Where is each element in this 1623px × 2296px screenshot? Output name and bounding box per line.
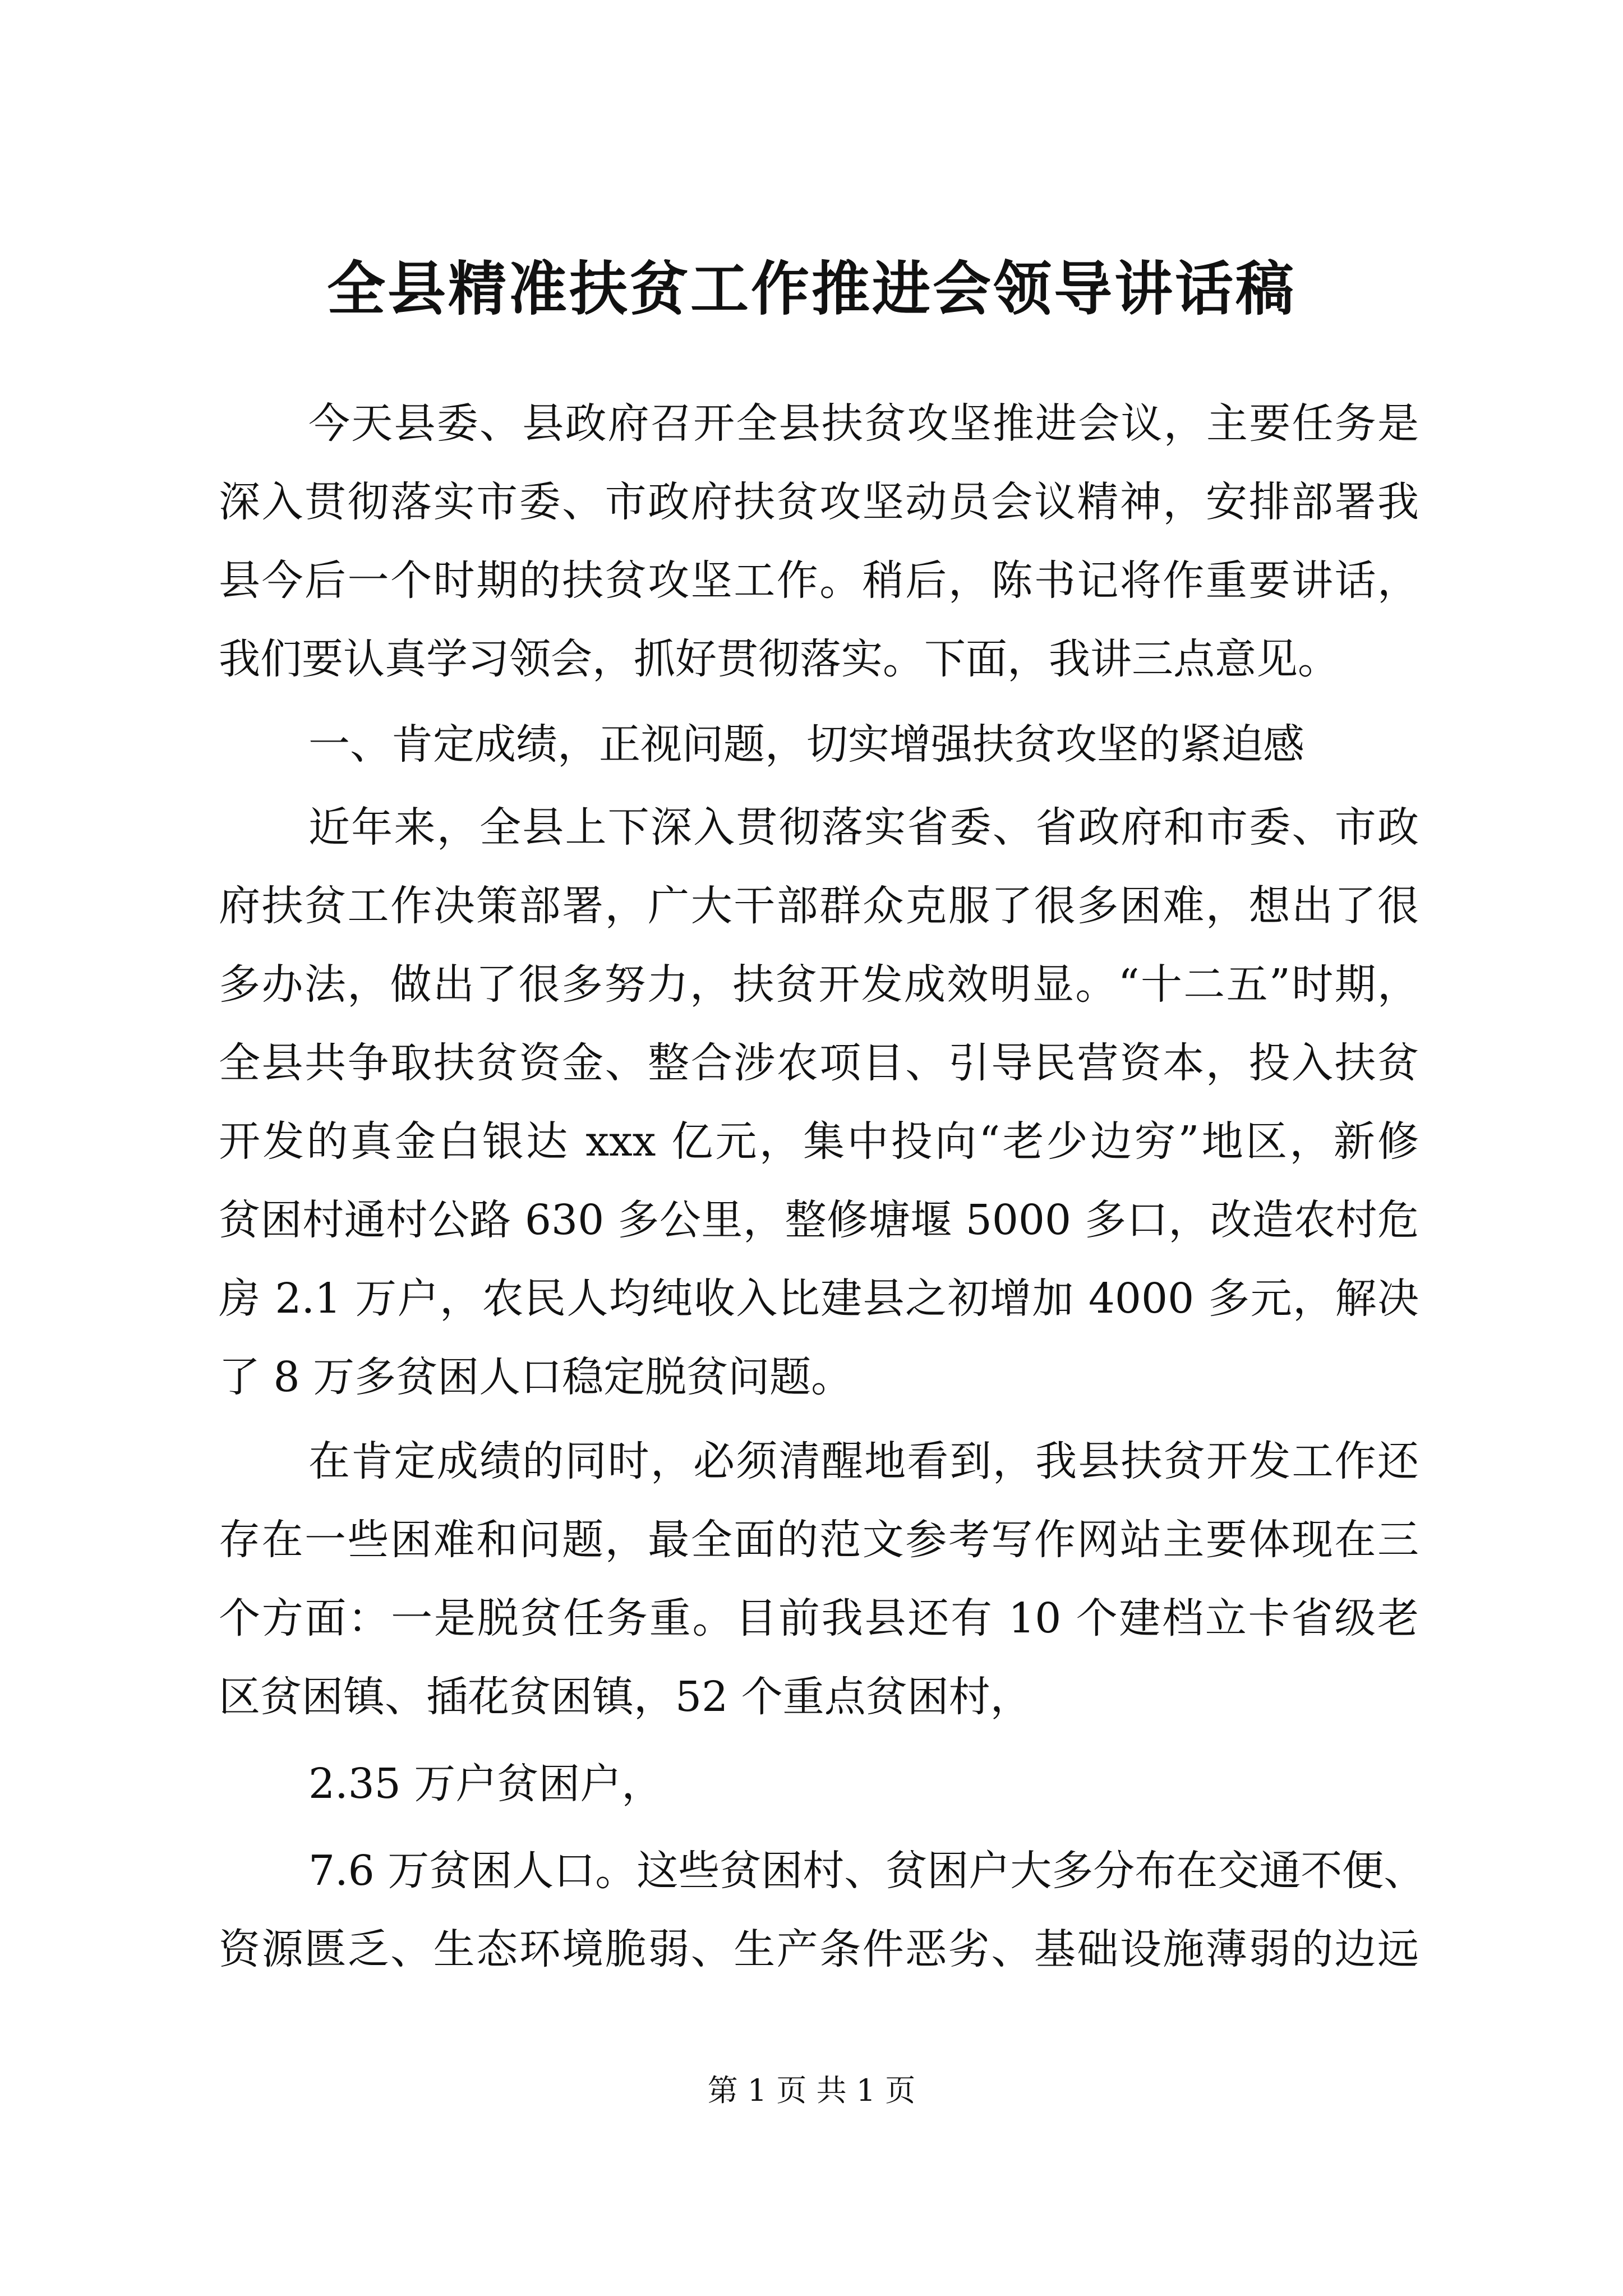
body-line: 在肯定成绩的同时，必须清醒地看到，我县扶贫开发工作还: [308, 1437, 1419, 1485]
body-line: 我们要认真学习领会，抓好贯彻落实。下面，我讲三点意见。: [219, 635, 1339, 683]
body-line: 7.6 万贫困人口。这些贫困村、贫困户大多分布在交通不便、: [308, 1847, 1426, 1895]
body-line: 近年来，全县上下深入贯彻落实省委、省政府和市委、市政: [308, 803, 1419, 852]
body-line: 深入贯彻落实市委、市政府扶贫攻坚动员会议精神，安排部署我: [219, 478, 1419, 526]
body-line: 多办法，做出了很多努力，扶贫开发成效明显。“十二五”时期，: [219, 960, 1419, 1009]
body-line: 2.35 万户贫困户，: [308, 1760, 663, 1808]
body-line: 贫困村通村公路 630 多公里，整修塘堰 5000 多口，改造农村危: [219, 1196, 1419, 1244]
body-line: 存在一些困难和问题，最全面的范文参考写作网站主要体现在三: [219, 1516, 1419, 1564]
body-line: 区贫困镇、插花贫困镇，52 个重点贫困村，: [219, 1673, 1032, 1721]
body-line: 个方面：一是脱贫任务重。目前我县还有 10 个建档立卡省级老: [219, 1594, 1419, 1642]
body-line: 了 8 万多贫困人口稳定脱贫问题。: [219, 1353, 853, 1401]
body-line: 今天县委、县政府召开全县扶贫攻坚推进会议，主要任务是: [308, 399, 1419, 448]
body-line: 全县共争取扶贫资金、整合涉农项目、引导民营资本，投入扶贫: [219, 1039, 1419, 1087]
body-line: 开发的真金白银达 xxx 亿元，集中投向“老少边穷”地区，新修: [219, 1117, 1419, 1166]
section-heading: 一、肯定成绩，正视问题，切实增强扶贫攻坚的紧迫感: [308, 720, 1304, 769]
document-title: 全县精准扶贫工作推进会领导讲话稿: [326, 254, 1296, 323]
body-line: 县今后一个时期的扶贫攻坚工作。稍后，陈书记将作重要讲话，: [219, 556, 1419, 605]
body-line: 资源匮乏、生态环境脆弱、生产条件恶劣、基础设施薄弱的边远: [219, 1925, 1419, 1973]
body-line: 房 2.1 万户，农民人均纯收入比建县之初增加 4000 多元，解决: [219, 1274, 1419, 1323]
body-line: 府扶贫工作决策部署，广大干部群众克服了很多困难，想出了很: [219, 882, 1419, 930]
page-footer: 第 1 页 共 1 页: [707, 2073, 916, 2108]
